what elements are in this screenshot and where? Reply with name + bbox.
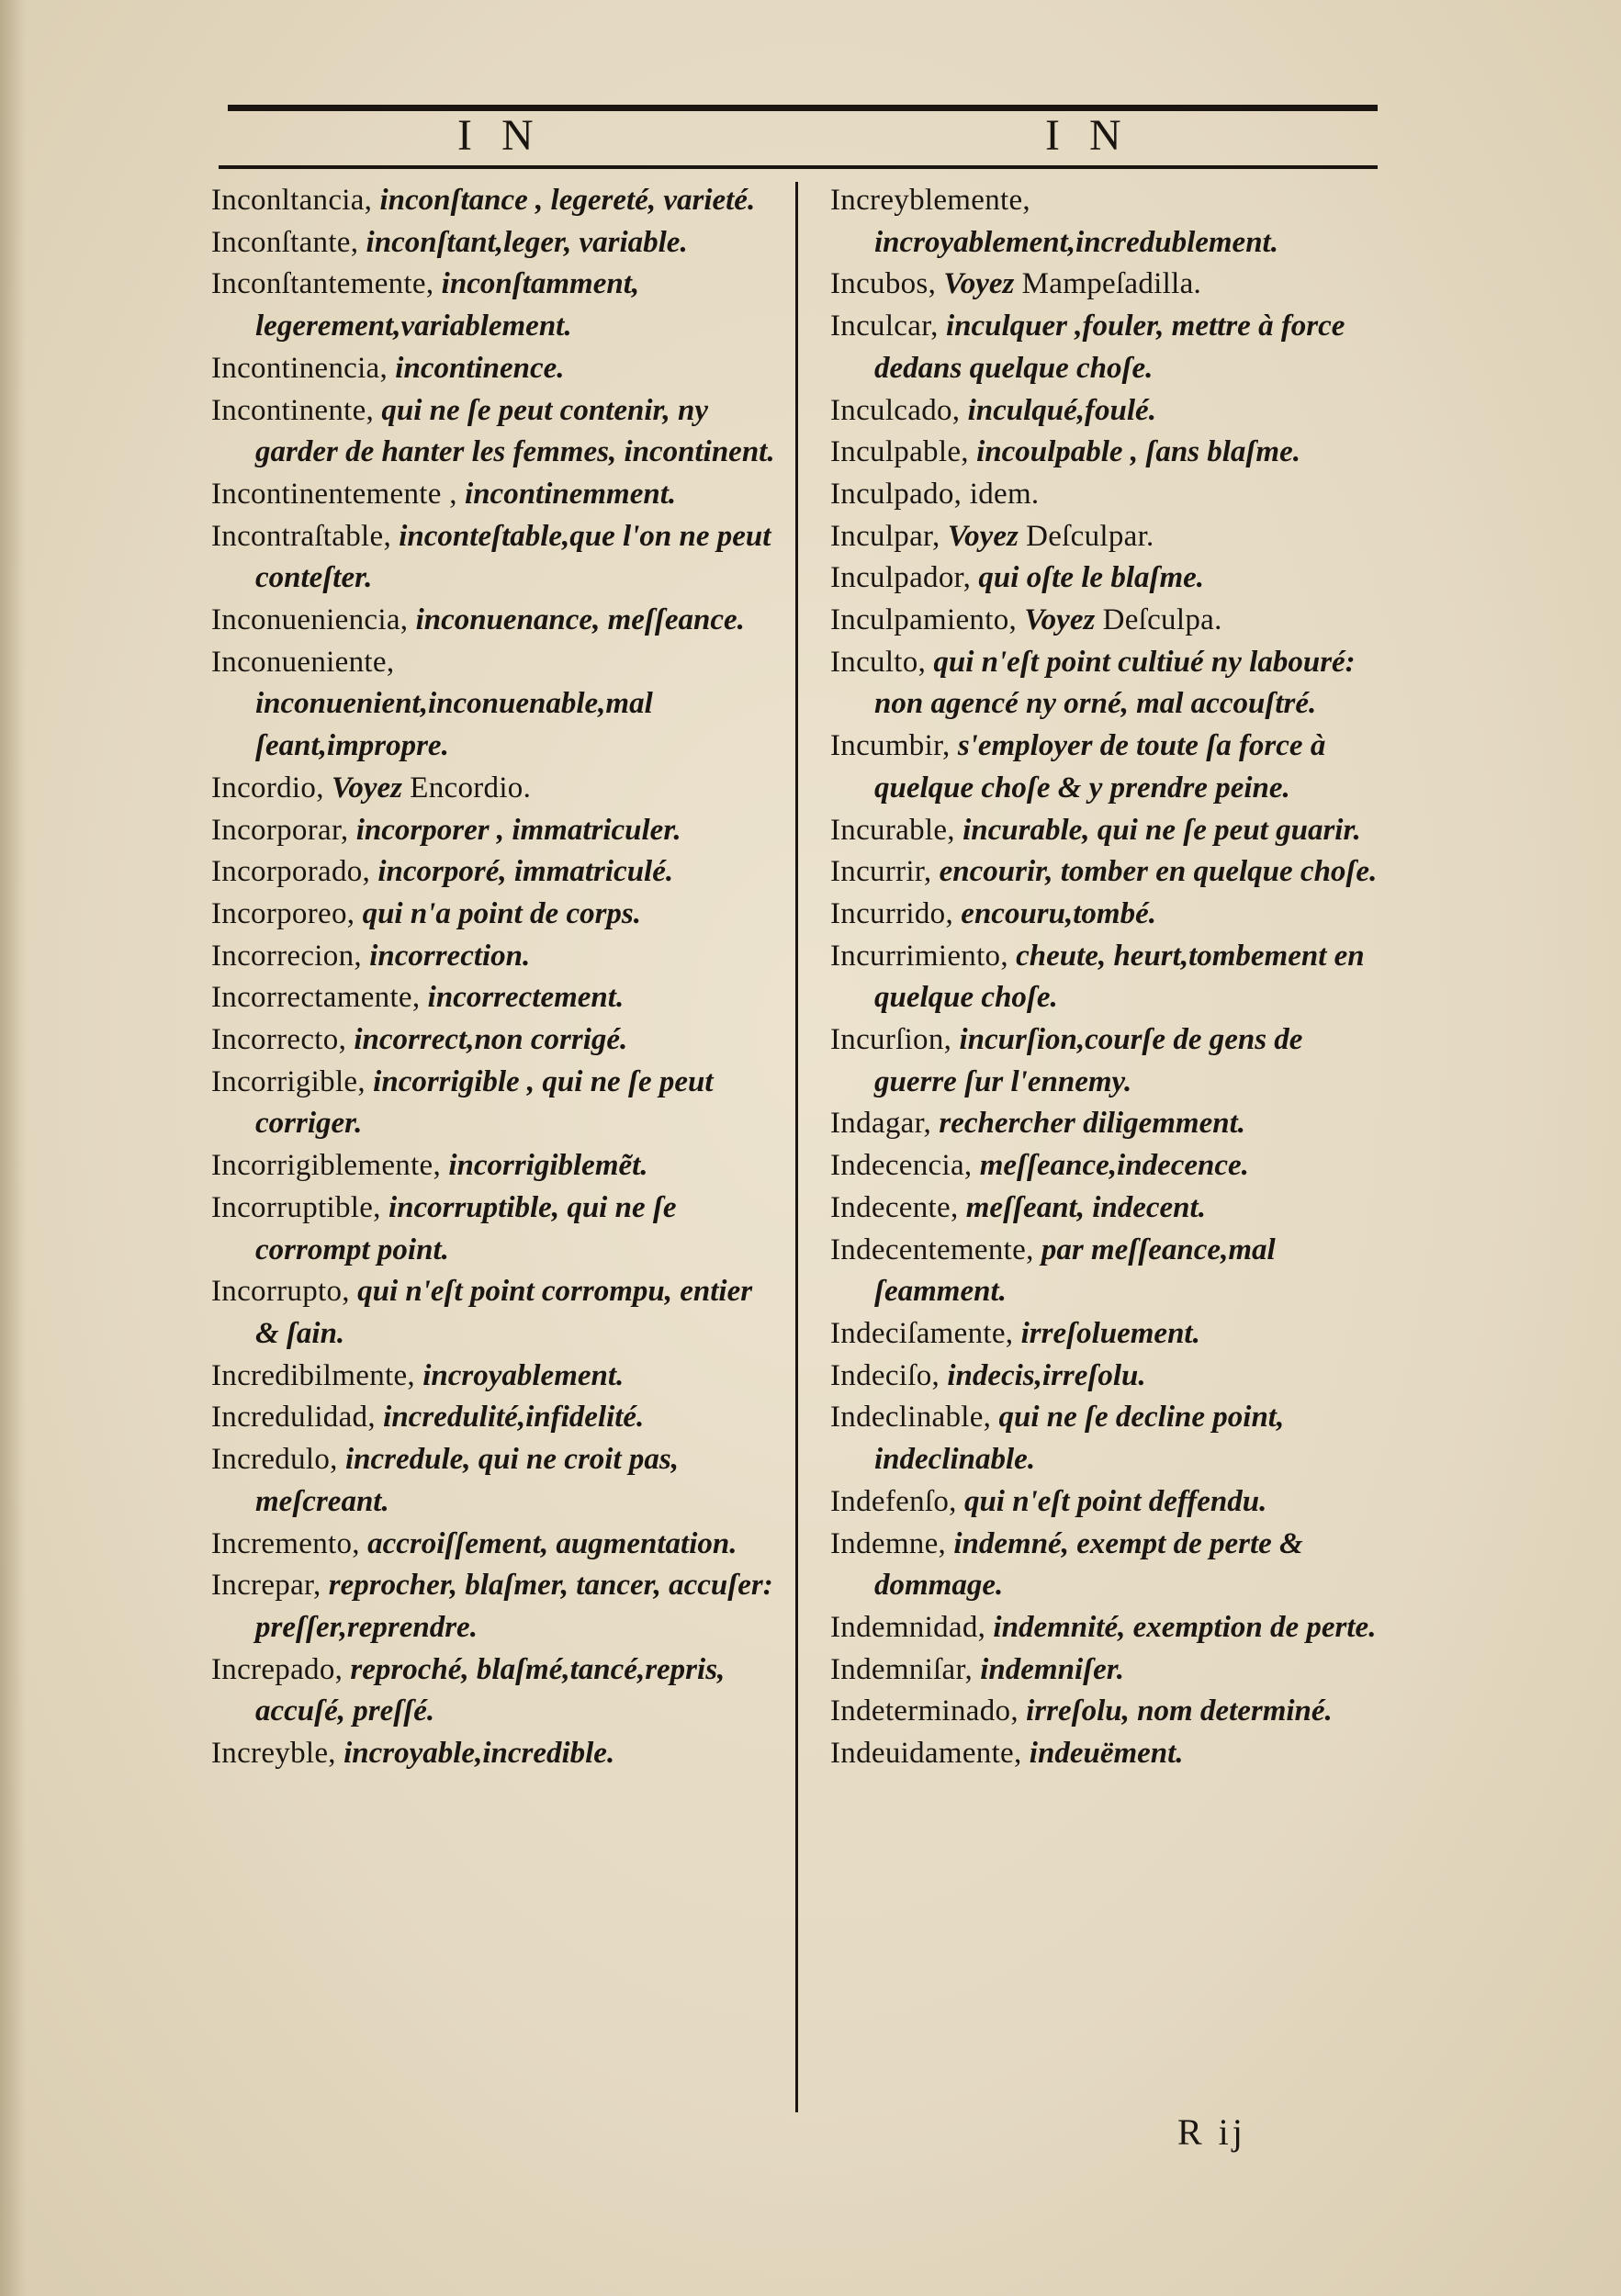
definition: inconuenient,inconuenable,mal ſeant,impropre. (255, 687, 653, 763)
definition: qui ne ſe decline point, indeclinable. (874, 1401, 1285, 1477)
signature-mark: R ij (1177, 2111, 1246, 2153)
headword: Incredulo, (211, 1443, 338, 1477)
dictionary-entry (830, 1733, 1381, 1775)
headword: Indeciſo, (830, 1358, 940, 1392)
running-header-right: I N (1045, 111, 1131, 160)
dictionary-entry (830, 390, 1381, 433)
cross-reference: Deſculpar. (1026, 519, 1154, 553)
headword: Incurrido, (830, 896, 954, 930)
dictionary-entry (211, 642, 781, 768)
headword: Inculpar, (830, 519, 940, 553)
headword: Inconſtantemente, (211, 267, 434, 301)
headword: Incontinencia, (211, 351, 388, 385)
headword: Increpado, (211, 1652, 343, 1686)
dictionary-entry (830, 264, 1381, 306)
dictionary-entry (211, 851, 781, 894)
headword: Incumbir, (830, 729, 951, 763)
headword: Indemniſar, (830, 1652, 974, 1686)
definition: indemné, exempt de perte & dommage. (874, 1526, 1303, 1603)
dictionary-entry (830, 1649, 1381, 1692)
dictionary-entry (830, 1187, 1381, 1230)
dictionary-entry (211, 264, 781, 347)
header-top-rule (228, 105, 1378, 111)
headword: Increyblemente, (830, 184, 1030, 217)
headword: Incorrecion, (211, 939, 362, 973)
definition: incredulité,infidelité. (383, 1401, 645, 1435)
header-bottom-rule (219, 165, 1378, 169)
definition: reproché, blaſmé,tancé,repris, accuſé, preſſé. (255, 1652, 726, 1728)
dictionary-entry (830, 1356, 1381, 1398)
definition: qui n'eſt point cultiué ny labouré: non agencé ny orné, mal accouſtré. (874, 645, 1356, 721)
definition: qui n'eſt point corrompu, entier & ſain. (255, 1275, 753, 1350)
headword: Indeclinable, (830, 1401, 992, 1435)
dictionary-entry (830, 1524, 1381, 1607)
headword: Incorporar, (211, 813, 349, 847)
headword: Incredibilmente, (211, 1358, 415, 1392)
definition: inconteſtable,que l'on ne peut conteſter. (255, 519, 771, 595)
headword: Inculcado, (830, 393, 961, 427)
dictionary-entry (211, 390, 781, 474)
dictionary-entry (211, 180, 781, 222)
dictionary-entry (211, 1649, 781, 1733)
dictionary-entry (830, 642, 1381, 726)
headword: Inconltancia, (211, 184, 373, 217)
headword: Increyble, (211, 1737, 336, 1771)
headword: Incorrectamente, (211, 981, 421, 1015)
definition: Voyez (943, 267, 1015, 301)
dictionary-entry (211, 1733, 781, 1775)
headword: Indefenſo, (830, 1484, 957, 1518)
headword: Inculpador, (830, 561, 972, 595)
headword: Incontinentemente , (211, 477, 457, 511)
dictionary-entry (211, 516, 781, 600)
headword: Incurrir, (830, 855, 932, 889)
dictionary-entry (211, 348, 781, 390)
right-column (830, 180, 1381, 1775)
definition: meſſeant, indecent. (965, 1190, 1206, 1224)
definition: incorporé, immatriculé. (377, 855, 674, 889)
definition: irreſolu, nom determiné. (1026, 1694, 1333, 1728)
definition: Voyez (947, 519, 1019, 553)
dictionary-entry (830, 474, 1381, 516)
definition: qui oſte le blaſme. (978, 561, 1205, 595)
definition: qui n'eſt point deffendu. (963, 1484, 1267, 1518)
headword: Inculpamiento, (830, 603, 1018, 637)
definition: Voyez (332, 771, 402, 805)
column-divider (795, 182, 798, 2112)
definition: incorrigiblemẽt. (448, 1149, 648, 1183)
headword: Indecente, (830, 1190, 959, 1224)
dictionary-entry (211, 1356, 781, 1398)
headword: Increpar, (211, 1569, 321, 1603)
definition: meſſeance,indecence. (979, 1149, 1249, 1183)
dictionary-entry (211, 1524, 781, 1566)
headword: Incurſion, (830, 1023, 952, 1057)
running-header-left: I N (457, 111, 543, 160)
headword: Incontinente, (211, 393, 375, 427)
definition: inconſtamment, legerement,variablement. (255, 267, 640, 343)
definition: inculquer ,fouler, mettre à force dedans quelque choſe. (874, 310, 1345, 385)
definition: incroyablement. (422, 1358, 625, 1392)
dictionary-entry (211, 936, 781, 978)
dictionary-entry (211, 894, 781, 936)
dictionary-entry (211, 1145, 781, 1187)
definition: qui ne ſe peut contenir, ny garder de hanter les femmes, incontinent. (255, 393, 775, 469)
dictionary-entry (830, 1230, 1381, 1313)
definition: incorporer , immatriculer. (355, 813, 681, 847)
definition: incorrection. (369, 939, 531, 973)
definition: incorruptible, qui ne ſe corrompt point. (255, 1190, 677, 1266)
dictionary-entry (830, 1145, 1381, 1187)
definition: incontinemment. (465, 477, 677, 511)
page-gutter-shadow (0, 0, 26, 2296)
dictionary-entry (830, 726, 1381, 809)
definition: reprocher, blaſmer, tancer, accuſer: preſſer,reprendre. (255, 1569, 773, 1644)
headword: Incremento, (211, 1526, 360, 1560)
dictionary-entry (830, 432, 1381, 474)
headword: Incordio, (211, 771, 324, 805)
dictionary-entry (211, 977, 781, 1019)
definition: par meſſeance,mal ſeamment. (874, 1232, 1276, 1309)
definition: accroiſſement, augmentation. (367, 1526, 737, 1560)
dictionary-entry (830, 1103, 1381, 1145)
headword: Inculpable, (830, 435, 969, 469)
definition: indeuëment. (1029, 1737, 1184, 1771)
dictionary-entry (211, 474, 781, 516)
definition: indemniſer. (980, 1652, 1125, 1686)
left-column (211, 180, 781, 1775)
headword: Indecencia, (830, 1149, 973, 1183)
headword: Incorporeo, (211, 896, 355, 930)
definition: qui n'a point de corps. (362, 896, 642, 930)
definition: indecis,irreſolu. (947, 1358, 1146, 1392)
dictionary-entry (830, 600, 1381, 642)
definition: incorrectement. (427, 981, 625, 1015)
headword: Incorrecto, (211, 1023, 347, 1057)
headword: Incubos, (830, 267, 937, 301)
headword: Incorrigible, (211, 1064, 366, 1098)
headword: Indemne, (830, 1526, 947, 1560)
dictionary-entry (211, 1271, 781, 1355)
definition: incurſion,courſe de gens de guerre ſur l'ennemy. (874, 1023, 1303, 1098)
definition: incredule, qui ne croit pas, meſcreant. (255, 1443, 679, 1518)
headword: Incurable, (830, 813, 955, 847)
headword: Indecentemente, (830, 1232, 1034, 1266)
definition: inconſtant,leger, variable. (366, 225, 688, 259)
headword: Indeuidamente, (830, 1737, 1022, 1771)
dictionary-entry (830, 810, 1381, 852)
definition: encouru,tombé. (961, 896, 1156, 930)
headword: Incredulidad, (211, 1401, 376, 1435)
dictionary-entry (211, 1062, 781, 1145)
headword: Incurrimiento, (830, 939, 1008, 973)
headword: Incorrupto, (211, 1275, 350, 1309)
headword: Indeciſamente, (830, 1316, 1014, 1350)
headword: Inconſtante, (211, 225, 359, 259)
dictionary-entry (830, 936, 1381, 1019)
headword: Incorruptible, (211, 1190, 381, 1224)
headword: Indemnidad, (830, 1610, 986, 1644)
headword: Inconueniencia, (211, 603, 409, 637)
definition: incurable, qui ne ſe peut guarir. (962, 813, 1361, 847)
headword: Inculpado, idem. (830, 477, 1040, 511)
definition: incorrigible , qui ne ſe peut corriger. (255, 1064, 714, 1141)
headword: Incorporado, (211, 855, 371, 889)
dictionary-entry (211, 222, 781, 264)
definition: incoulpable , ſans blaſme. (976, 435, 1300, 469)
definition: cheute, heurt,tombement en quelque choſe. (874, 939, 1365, 1015)
dictionary-entry (211, 1187, 781, 1271)
definition: inculqué,foulé. (967, 393, 1156, 427)
dictionary-entry (830, 1607, 1381, 1649)
definition: incroyablement,incredublement. (874, 225, 1278, 259)
definition: indemnité, exemption de perte. (993, 1610, 1377, 1644)
dictionary-entry (830, 180, 1381, 264)
definition: Voyez (1024, 603, 1096, 637)
headword: Inculcar, (830, 310, 939, 343)
dictionary-entry (830, 1481, 1381, 1524)
dictionary-entry (211, 768, 781, 810)
definition: rechercher diligemment. (939, 1107, 1245, 1141)
dictionary-entry (830, 1019, 1381, 1103)
dictionary-entry (830, 1691, 1381, 1733)
dictionary-entry (830, 516, 1381, 558)
dictionary-entry (830, 1397, 1381, 1480)
definition: encourir, tomber en quelque choſe. (939, 855, 1378, 889)
dictionary-entry (830, 306, 1381, 389)
headword: Inconueniente, (211, 645, 395, 679)
definition: irreſoluement. (1020, 1316, 1200, 1350)
dictionary-entry (211, 1019, 781, 1062)
cross-reference: Mampeſadilla. (1021, 267, 1202, 301)
headword: Incorrigiblemente, (211, 1149, 442, 1183)
headword: Incontraſtable, (211, 519, 391, 553)
dictionary-entry (830, 1313, 1381, 1356)
headword: Indagar, (830, 1107, 932, 1141)
headword: Indeterminado, (830, 1694, 1019, 1728)
headword: Inculto, (830, 645, 927, 679)
dictionary-entry (830, 894, 1381, 936)
dictionary-entry (830, 851, 1381, 894)
definition: inconſtance , legereté, varieté. (379, 184, 756, 217)
dictionary-entry (211, 1397, 781, 1439)
dictionary-entry (211, 1439, 781, 1523)
definition: inconuenance, meſſeance. (415, 603, 745, 637)
dictionary-entry (211, 600, 781, 642)
definition: s'employer de toute ſa force à quelque choſe & y prendre peine. (874, 729, 1326, 805)
dictionary-entry (211, 810, 781, 852)
definition: incorrect,non corrigé. (354, 1023, 628, 1057)
dictionary-entry (830, 557, 1381, 600)
definition: incontinence. (395, 351, 565, 385)
definition: incroyable,incredible. (343, 1737, 615, 1771)
cross-reference: Deſculpa. (1102, 603, 1222, 637)
cross-reference: Encordio. (410, 771, 532, 805)
dictionary-entry (211, 1565, 781, 1649)
